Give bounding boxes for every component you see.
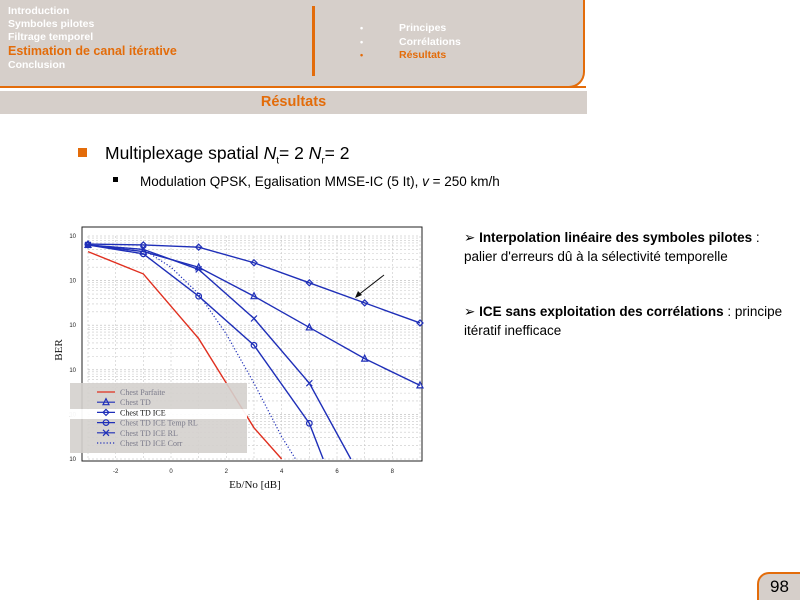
subnav-label: Principes xyxy=(399,22,447,34)
annotation-arrow-head xyxy=(355,291,362,298)
legend-label: Chest TD ICE Temp RL xyxy=(120,418,198,428)
subnav-label: Corrélations xyxy=(399,35,461,48)
annotation-arrow xyxy=(357,275,384,296)
subnav-label: Résultats xyxy=(399,49,447,61)
toc-item[interactable]: Symboles pilotes xyxy=(8,18,95,30)
arrow-bullet-icon: ➢ xyxy=(464,304,476,319)
legend-label: Chest TD ICE RL xyxy=(120,428,178,438)
legend-label: Chest TD ICE Corr xyxy=(120,439,183,448)
legend-label: Chest TD xyxy=(120,398,151,408)
section-title: Résultats xyxy=(0,91,587,114)
bullet-main-text: Multiplexage spatial $N_t= 2$ $N_r= 2$ xyxy=(105,143,350,167)
x-tick-label: 0 xyxy=(169,469,173,475)
y-tick-label: 10 xyxy=(69,367,76,374)
bullet-dot-icon: • xyxy=(360,23,364,33)
toc-item[interactable]: Estimation de canal itérative xyxy=(8,44,177,58)
toc-item[interactable]: Conclusion xyxy=(8,59,66,71)
x-tick-label: 8 xyxy=(390,469,395,475)
note-ice: ➢ ICE sans exploitation des corrélations : principe itératif inefficace xyxy=(464,304,783,338)
x-tick-label: 2 xyxy=(224,469,229,475)
x-tick-label: 4 xyxy=(279,469,284,475)
y-tick-label: 10 xyxy=(69,323,76,330)
sub-bullet-text: Modulation QPSK, Egalisation MMSE-IC (5 It), v = 250 km/h xyxy=(140,174,500,189)
toc-item[interactable]: Filtrage temporel xyxy=(8,31,94,43)
note-interpolation: ➢ Interpolation linéaire des symboles pilotes : palier d'erreurs dû à la sélectivité temporelle xyxy=(464,230,760,264)
y-tick-label: 10 xyxy=(69,278,76,285)
legend-label: Chest TD ICE xyxy=(120,408,166,418)
legend-label: Chest Parfaite xyxy=(120,388,166,397)
x-tick-label: -2 xyxy=(112,469,119,475)
bullet-dot-icon: • xyxy=(360,50,364,60)
x-axis-label: Eb/No [dB] xyxy=(229,479,281,491)
bullet-dot-icon: • xyxy=(360,36,364,47)
x-tick-label: 6 xyxy=(335,469,339,475)
y-tick-label: 10 xyxy=(69,457,76,463)
y-axis-label: BER xyxy=(53,339,65,361)
arrow-bullet-icon: ➢ xyxy=(464,230,476,245)
page-number: 98 xyxy=(757,572,800,600)
y-tick-label: 10 xyxy=(69,234,76,240)
toc-item[interactable]: Introduction xyxy=(8,5,70,17)
series-line xyxy=(88,244,420,323)
